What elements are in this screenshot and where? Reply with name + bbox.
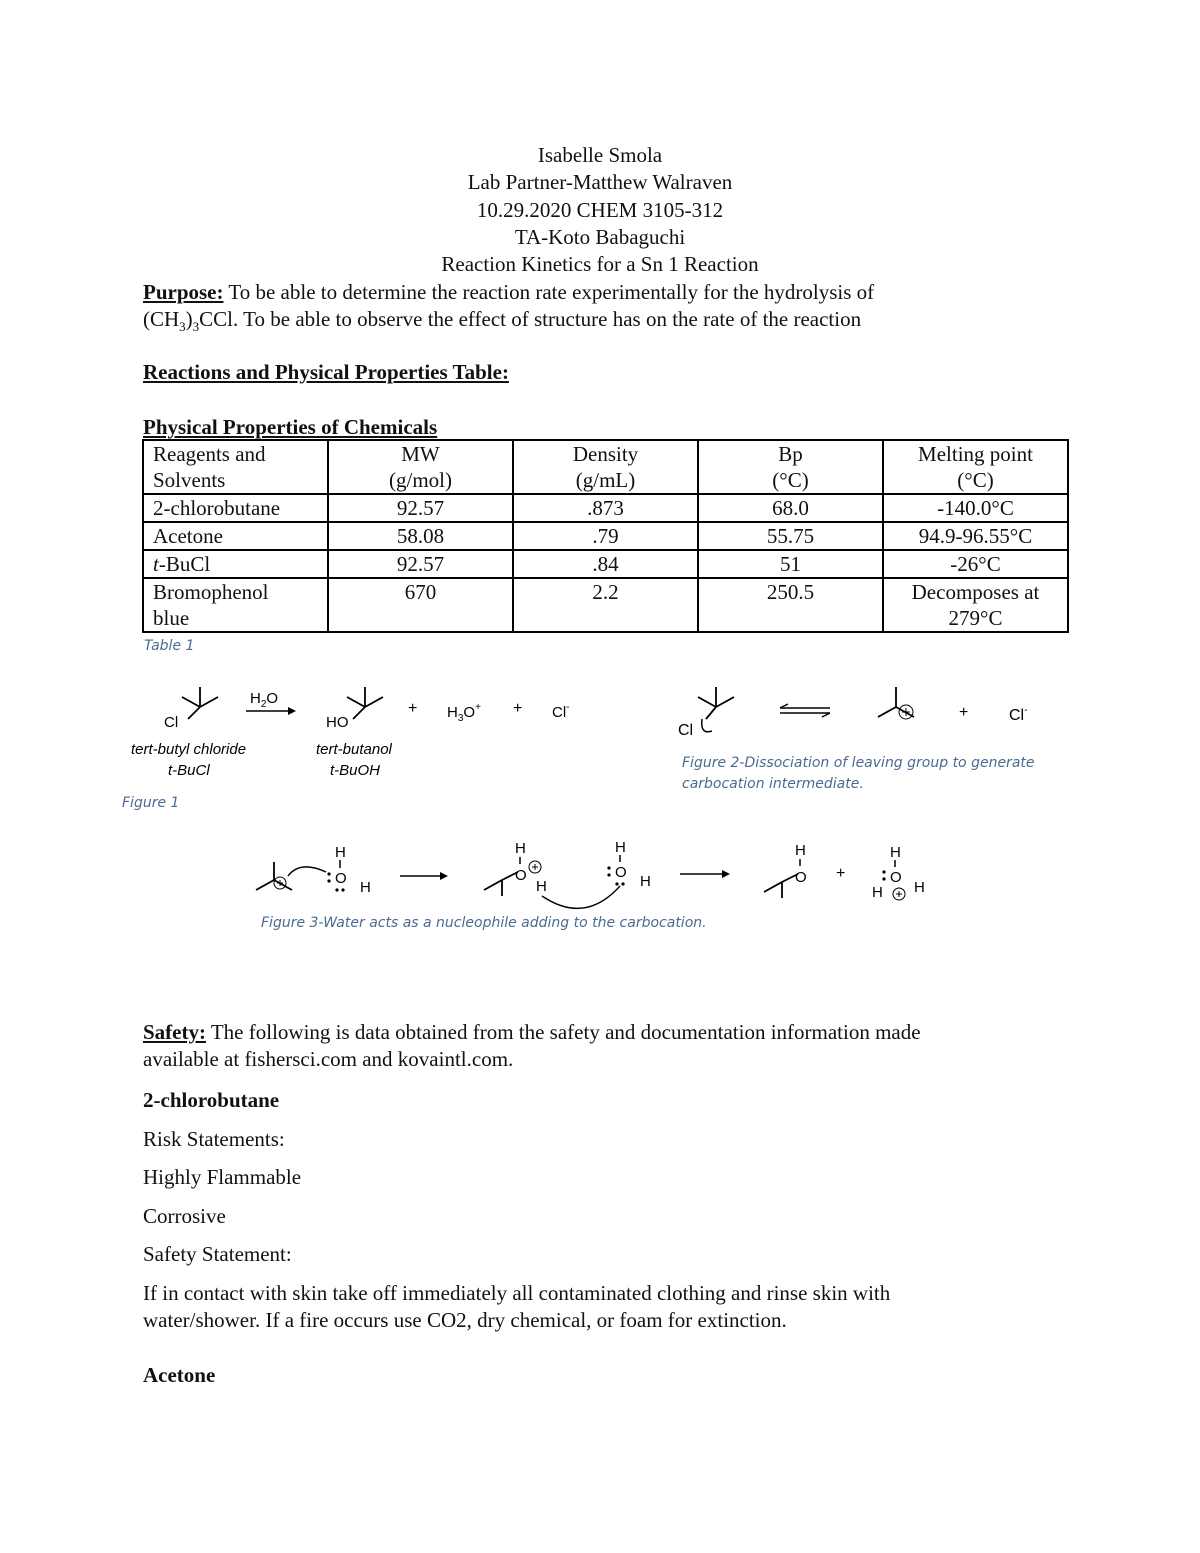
positive-charge-icon [274,877,286,889]
plus-sign: + [959,704,969,721]
figure-1-reaction [120,675,640,785]
safety-label: Safety: [143,1020,206,1044]
equilibrium-arrow-icon [780,704,830,717]
tbucl-structure [182,687,218,719]
chemical-heading: Acetone [143,1363,216,1387]
purpose-paragraph [143,279,1043,340]
reactions-heading-block [143,359,1043,386]
report-title: Reaction Kinetics for a Sn 1 Reaction [441,252,759,277]
table-cell: 2.2 [513,578,698,632]
curved-arrow-icon [288,867,326,876]
figure-2-dissociation [670,675,1050,755]
chloro-label: Cl [164,714,179,731]
chloride-label: Cl- [1009,705,1028,724]
tbutanol-structure [764,874,798,898]
reagent-name: tert-butyl chloride [131,741,247,758]
hydrogen-label: H [536,878,547,895]
reaction-arrow-icon [400,872,448,880]
table-row [143,494,1068,522]
table-cell: Decomposes at 279°C [883,578,1068,632]
table-row [143,550,1068,578]
header-cell: Reagents and Solvents [143,440,328,494]
table-cell: -26°C [883,550,1068,578]
tbutanol-structure [347,687,383,719]
date-course: 10.29.2020 CHEM 3105-312 [476,197,724,222]
positive-charge-icon [899,705,913,719]
header-cell: MW (g/mol) [328,440,513,494]
purpose-subscript: 3 [179,319,186,335]
hydrogen-label: H [795,842,806,859]
header-cell: Density (g/mL) [513,440,698,494]
table-title-block [143,414,1043,441]
reaction-arrow-icon [680,870,730,878]
oxygen-label: O [615,864,627,881]
safety-statement-label: Safety Statement: [143,1242,292,1266]
hydrogen-label: H [914,879,925,896]
table-cell: t-BuCl [143,550,328,578]
table-cell: 58.08 [328,522,513,550]
purpose-formula-part: (CH [143,307,180,331]
figure-3-mechanism [240,830,960,920]
teaching-assistant: TA-Koto Babaguchi [514,224,686,249]
table-cell: 51 [698,550,883,578]
curved-arrow-icon [702,719,712,732]
author-name: Isabelle Smola [537,143,663,167]
hydrogen-label: H [615,839,626,856]
table-cell: -140.0°C [883,494,1068,522]
table-row [143,522,1068,550]
table-cell: 670 [328,578,513,632]
hydrogen-label: H [640,873,651,890]
safety-paragraph [143,1019,1043,1073]
chemical-heading: 2-chlorobutane [143,1088,280,1112]
purpose-formula-part: ) [185,307,193,331]
hydrogen-label: H [515,840,526,857]
header-cell: Bp (°C) [698,440,883,494]
physical-properties-table [142,439,1069,633]
table-title: Physical Properties of Chemicals [143,415,438,439]
hydrogen-label: H [360,879,371,896]
product-short: t-BuOH [330,762,381,779]
figure-2-caption: Figure 2-Dissociation of leaving group to generate carbocation intermediate. [682,755,1035,792]
hydrogen-label: H [335,844,346,861]
purpose-subscript: 3 [192,319,200,335]
oxonium-structure [484,872,518,896]
table-row [143,578,1068,632]
safety-text-2: available at fishersci.com and kovaintl.com. [143,1047,514,1071]
figure-3-caption: Figure 3-Water acts as a nucleophile adding to the carbocation. [261,915,707,931]
chloride-label: Cl- [552,702,570,721]
table-cell: 94.9-96.55°C [883,522,1068,550]
table-header-row [143,440,1068,494]
safety-text-1: The following is data obtained from the safety and documentation information made [205,1020,921,1044]
purpose-label: Purpose: [143,280,224,304]
purpose-text-1: To be able to determine the reaction rate experimentally for the hydrolysis of [223,280,875,304]
product-name: tert-butanol [316,741,392,758]
positive-charge-icon [893,888,905,900]
table-cell: 92.57 [328,494,513,522]
plus-sign: + [836,865,846,882]
document-header [0,142,1200,278]
table-cell: 92.57 [328,550,513,578]
hydronium-label: $H_3O^+$ [447,702,481,724]
purpose-text-2: CCl. To be able to observe the effect of structure has on the rate of the reaction [199,307,862,331]
water-label: $H_2O$ [250,690,279,710]
curved-arrow-icon [542,886,620,908]
table-cell: 2-chlorobutane [143,494,328,522]
safety-statement: If in contact with skin take off immediately all contaminated clothing and rinse skin with water/shower. If a fire occurs use CO2, dry chemical, or foam for extinction. [143,1281,891,1332]
oxygen-label: O [335,870,347,887]
risk-statements-label: Risk Statements: [143,1127,285,1151]
oxygen-label: O [515,867,527,884]
table-cell: Bromophenol blue [143,578,328,632]
reagent-short: t-BuCl [168,762,210,779]
hydrogen-label: H [890,844,901,861]
lab-partner: Lab Partner-Matthew Walraven [467,170,733,195]
table-caption: Table 1 [144,638,195,654]
positive-charge-icon [529,861,541,873]
oxygen-label: O [795,869,807,886]
lone-pair-icon [882,870,885,880]
hydroxyl-label: HO [326,714,349,731]
reaction-arrow-icon [246,707,296,715]
chloro-label: Cl [678,722,694,739]
table-cell: 55.75 [698,522,883,550]
risk-item: Corrosive [143,1204,226,1228]
table-cell: 68.0 [698,494,883,522]
plus-sign: + [408,700,418,717]
header-cell: Melting point (°C) [883,440,1068,494]
table-cell: .84 [513,550,698,578]
risk-item: Highly Flammable [143,1165,302,1189]
table-cell: .873 [513,494,698,522]
oxygen-label: O [890,869,902,886]
table-cell: .79 [513,522,698,550]
carbocation-structure [256,862,292,890]
tbucl-structure [698,687,734,719]
plus-sign: + [513,700,523,717]
reactions-heading: Reactions and Physical Properties Table: [143,360,509,384]
table-cell: Acetone [143,522,328,550]
hydrogen-label: H [872,884,883,901]
table-cell: 250.5 [698,578,883,632]
figure-1-caption: Figure 1 [122,795,180,811]
